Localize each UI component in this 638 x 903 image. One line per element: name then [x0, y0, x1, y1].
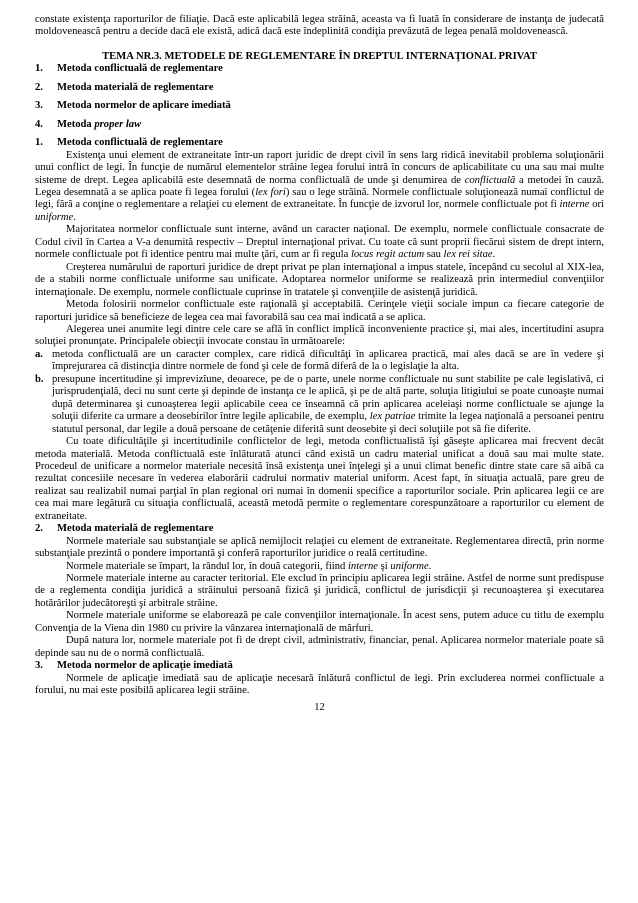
paragraph: Existenţa unui element de extraneitate într-un raport juridic de drept civil în sens larg ridică inevitabil problema soluţionării unui conflict de legi. În funcţie de numărul elementelor străine legea forului intră în concurs de aplicabilitate cu una sau mai multe sisteme de drept. Legea aplicabilă este desemnată de norma conflictuală de unde şi denumirea de conflictuală a metodei în cauză. Legea desemnată a se aplica poate fi legea forului (lex fori) sau o lege străină. Normele conflictuale soluţionează numai conflictul de legi, fără a conţine o reglementare a relaţiei cu element de extraneitate. În funcţie de izvorul lor, normele conflictuale pot fi interne ori uniforme. — [35, 149, 605, 223]
paragraph: Normele materiale interne au caracter teritorial. Ele exclud în principiu aplicarea legii străine. Astfel de norme sunt predispuse de a reglementa condiţia juridică a străinului persoană fizică şi juridică, conflictul de jurisdicţii şi recunoaşterea şi executarea hotărârilor judecătoreşti şi arbitrale străine. — [35, 573, 604, 609]
paragraph: Cu toate dificultăţile şi incertitudinile conflictelor de legi, metoda conflictualistă îşi găseşte aplicarea mai frecvent decât metoda materială. Metoda conflictuală este înlăturată atunci când există un cadru material unificat a două sau mai multe state. Procedeul de unificare a normelor materiale necesită însă existenţa unei înţelegi şi a unui climat benefic dintre state care să aibă ca rezultat concesiile necesare în vederea elaborării cadrului normativ material uniform. Acest fapt, în situaţia actuală, pare greu de realizat sau realizabil numai parţial în plan regional ori numai în domenii specifice a raporturilor sociale. Prin aplicarea legii ce are cea mai mare legătură cu situaţia conflictuală, această metodă permite o reglementare corespunzătoare a raporturilor cu element de extraneitate. — [35, 436, 604, 522]
chapter-title: TEMA NR.3. METODELE DE REGLEMENTARE ÎN DREPTUL INTERNAŢIONAL PRIVAT — [102, 50, 537, 62]
outline-item: 2. Metoda materială de reglementare — [35, 81, 214, 93]
paragraph: Creşterea numărului de raporturi juridice de drept privat pe plan internaţional a impus statele, începând cu secolul al XIX-lea, de a stabili norme conflictuale uniforme sau unificate. Adoptarea normelor uniforme se realizează prin intermediul convenţiilor internaţionale. De exemplu, normele conflictuale cuprinse în tratatele şi convenţiile de asistenţă juridică. — [35, 261, 604, 298]
list-item: a. metoda conflictuală are un caracter complex, care ridică dificultăţi în aplicarea practică, mai ales dacă se are în vedere şi împrejurarea că distincţia dintre normele de fond şi cele de formă diferă de la o legislaţie la alta. — [35, 348, 604, 373]
paragraph: Metoda folosirii normelor conflictuale este raţională şi acceptabilă. Cerinţele vieţii sociale impun ca fiecare categorie de raporturi juridice să beneficieze de legea cea mai favorabilă sau cea mai indicată a se aplica. — [35, 299, 604, 323]
paragraph: Normele materiale uniforme se elaborează pe cale convenţiilor internaţionale. În acest sens, putem aduce cu titlu de exemplu Convenţia de la Viena din 1980 cu privire la vânzarea internaţională de mărfuri. — [35, 610, 604, 634]
page-number: 12 — [314, 701, 325, 713]
paragraph: După natura lor, normele materiale pot fi de drept civil, administrativ, financiar, penal. Aplicarea normelor materiale poate să depinde sau nu de o normă conflictuală. — [35, 635, 604, 659]
outline-item: 3. Metoda normelor de aplicare imediată — [35, 100, 231, 112]
paragraph: Normele materiale sau substanţiale se aplică nemijlocit relaţiei cu element de extraneitate. Reglementarea directă, prin norme substanţiale prezintă o pondere importantă şi conferă raporturilor juridice o reală certitudine. — [35, 535, 604, 560]
intro-paragraph: constate existenţa raporturilor de filiaţie. Dacă este aplicabilă legea străină, aceasta va fi luată în considerare de instanţa de judecată moldovenească pentru a decide dacă ele există, adică dacă este îndeplinită condiţia prevăzută de legea penală moldovenească. — [35, 14, 604, 38]
paragraph: Majoritatea normelor conflictuale sunt interne, având un caracter naţional. De exemplu, normele conflictuale consacrate de Codul civil în Cartea a V-a denumită respectiv – Dreptul internaţional privat. Cu toate că sunt proprii fiecărui sistem de drept intern, normele conflictuale pot fi identice pentru mai multe ţări, cum ar fi regula locus regit actum sau lex rei sitae. — [35, 224, 604, 261]
outline-list — [35, 63, 604, 131]
paragraph: Alegerea unei anumite legi dintre cele care se află în conflict implică inconveniente practice şi, mai ales, incertitudini asupra soluţiei pronunţate. Principalele obiecţii invocate constau în următoarele: — [35, 323, 604, 348]
section-heading-3: 3. Metoda normelor de aplicaţie imediată — [35, 660, 233, 672]
section-heading-1: 1. Metoda conflictuală de reglementare — [35, 137, 223, 149]
section-heading-2: 2. Metoda materială de reglementare — [35, 523, 214, 535]
outline-item: 4. Metoda proper law — [35, 118, 142, 130]
paragraph: Normele de aplicaţie imediată sau de aplicaţie necesară înlătură conflictul de legi. Prin excluderea normei conflictuale a forului, nu mai este posibilă aplicarea legii străine. — [35, 672, 604, 697]
list-item: b. presupune incertitudine şi imprevizîune, deoarece, pe de o parte, unele norme conflictuale nu sunt stabilite pe cale legislativă, ci jurisprudenţială, deci nu sunt certe şi depinde de instanţa ce le aplică, şi pe de altă parte, soluţia litigiului se poate cunoaşte numai după determinarea şi cunoaşterea legii aplicabile ceea ce înseamnă că prin aplicarea aceleiaşi norme conflictuale se ajunge la soluţii diferite ca urmare a deosebirilor între legile aplicabile, de exemplu, lex patriae trimite la legea naţională a persoanei pentru statutul personal, dar legile a două persoane de cetăţenie diferită sunt deosebite şi deci soluţiile pot să fie diferite. — [35, 373, 604, 435]
outline-item: 1. Metoda conflictuală de reglementare — [35, 63, 223, 75]
paragraph: Normele materiale se împart, la rândul lor, în două categorii, fiind interne şi uniforme. — [66, 560, 432, 572]
